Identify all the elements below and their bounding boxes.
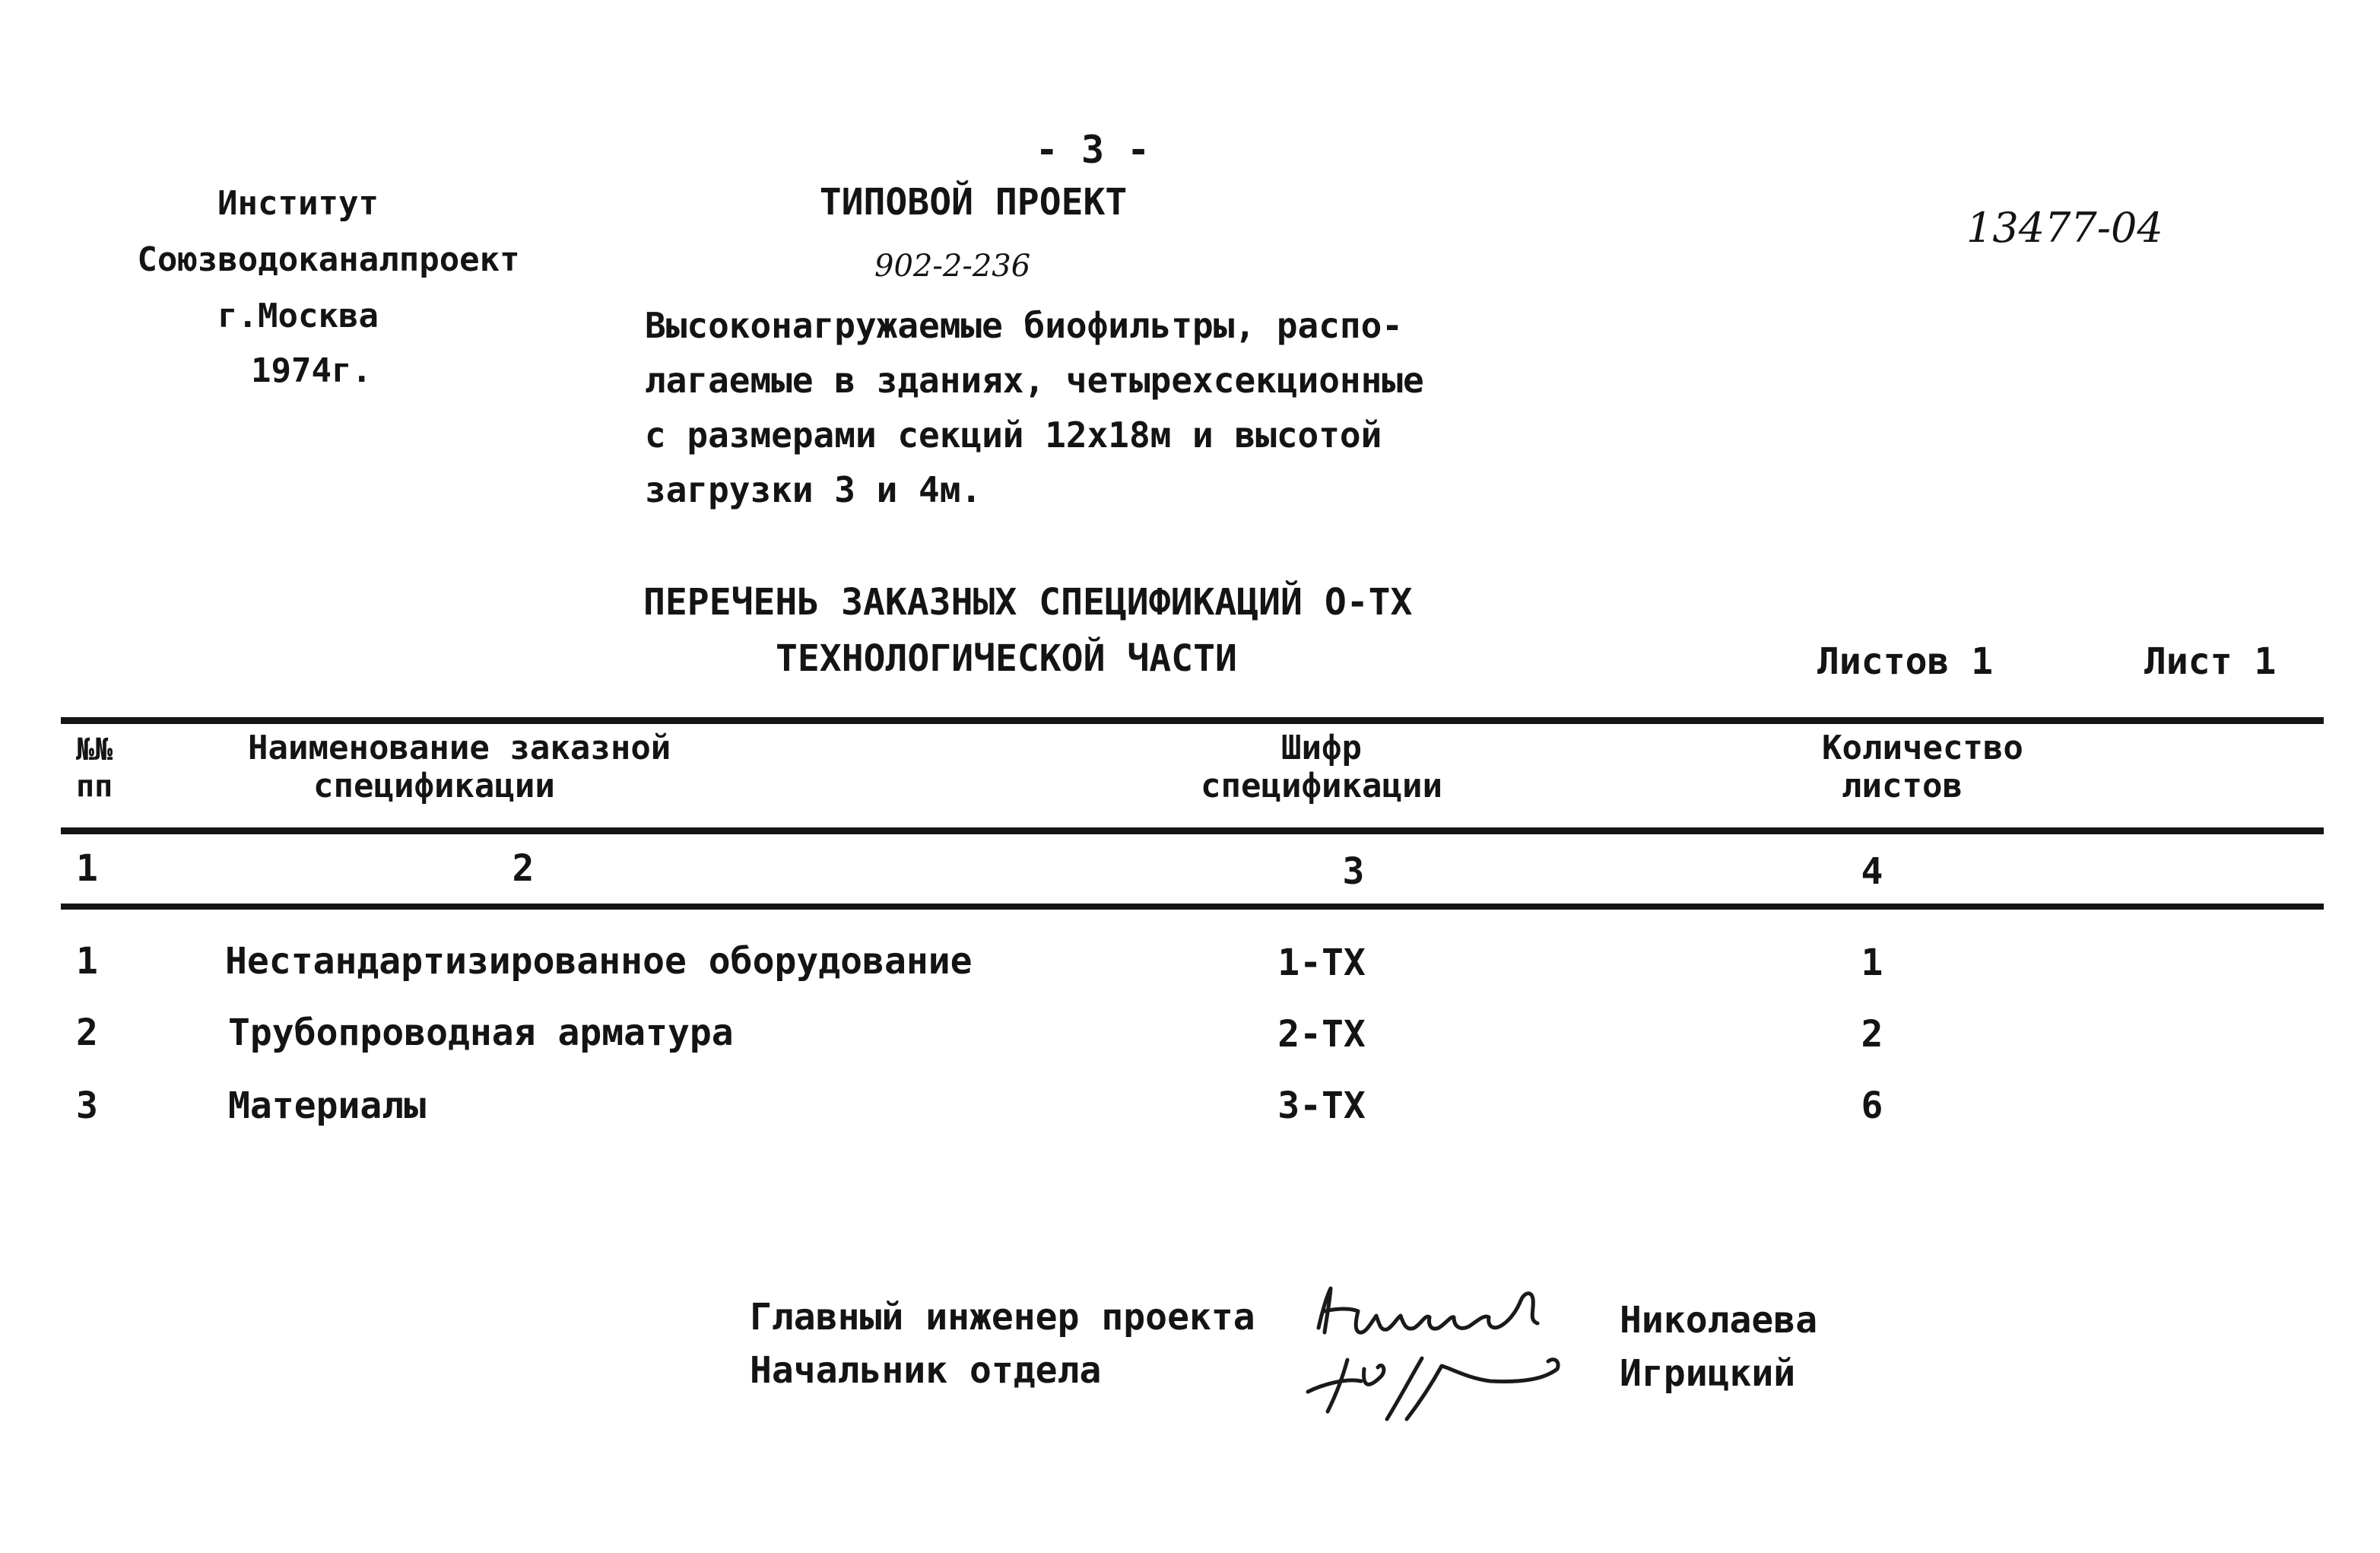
header-name-line1: Наименование заказной bbox=[248, 729, 671, 767]
row-sheets: 1 bbox=[1861, 942, 1883, 984]
page-number: - 3 - bbox=[1035, 128, 1150, 172]
row-sheets: 2 bbox=[1861, 1013, 1883, 1056]
archive-code: 13477-04 bbox=[1966, 204, 2163, 252]
institute-label: Институт bbox=[217, 184, 379, 223]
project-description-line: загрузки 3 и 4м. bbox=[645, 469, 982, 510]
column-number: 1 bbox=[76, 847, 98, 890]
header-sheets-line2: листов bbox=[1842, 767, 1963, 805]
institute-year: 1974г. bbox=[251, 351, 372, 390]
row-name: Материалы bbox=[228, 1085, 427, 1127]
header-sheets-line1: Количество bbox=[1822, 729, 2023, 767]
project-description-line: Высоконагружаемые биофильтры, распо- bbox=[645, 305, 1403, 346]
header-num-line2: пп bbox=[76, 769, 113, 804]
institute-name: Союзводоканалпроект bbox=[137, 240, 520, 279]
project-description-line: лагаемые в зданиях, четырехсекционные bbox=[645, 360, 1424, 401]
row-name: Трубопроводная арматура bbox=[228, 1012, 734, 1054]
list-subtitle: ТЕХНОЛОГИЧЕСКОЙ ЧАСТИ bbox=[776, 637, 1237, 680]
sheet-current: Лист 1 bbox=[2144, 640, 2277, 683]
row-code: 1-ТХ bbox=[1277, 942, 1366, 984]
header-name-line2: спецификации bbox=[313, 767, 555, 805]
column-number: 2 bbox=[512, 847, 535, 890]
table-header-rule bbox=[61, 827, 2324, 834]
row-code: 2-ТХ bbox=[1277, 1013, 1366, 1056]
header-num-line1: №№ bbox=[76, 732, 113, 767]
sheets-total: Листов 1 bbox=[1817, 640, 1994, 683]
handwritten-signature-nikolaeva bbox=[1308, 1278, 1566, 1346]
institute-city: г.Москва bbox=[217, 297, 379, 335]
list-title: ПЕРЕЧЕНЬ ЗАКАЗНЫХ СПЕЦИФИКАЦИЙ О-ТХ bbox=[643, 581, 1413, 624]
signatory-role: Начальник отдела bbox=[750, 1349, 1102, 1392]
row-num: 1 bbox=[76, 940, 98, 983]
handwritten-signature-igritsky bbox=[1293, 1339, 1566, 1430]
column-number: 4 bbox=[1861, 850, 1883, 893]
project-description-line: с размерами секций 12х18м и высотой bbox=[645, 414, 1382, 456]
row-code: 3-ТХ bbox=[1277, 1085, 1366, 1127]
header-code-line2: спецификации bbox=[1201, 767, 1442, 805]
row-sheets: 6 bbox=[1861, 1085, 1883, 1127]
table-top-rule bbox=[61, 717, 2324, 724]
signatory-name: Николаева bbox=[1620, 1299, 1818, 1342]
table-column-numbers-rule bbox=[61, 904, 2324, 910]
project-type: ТИПОВОЙ ПРОЕКТ bbox=[819, 181, 1128, 224]
row-num: 3 bbox=[76, 1085, 98, 1127]
signatory-role: Главный инженер проекта bbox=[750, 1296, 1255, 1339]
column-number: 3 bbox=[1342, 850, 1365, 893]
project-number: 902-2-236 bbox=[874, 249, 1031, 284]
row-num: 2 bbox=[76, 1012, 98, 1054]
row-name: Нестандартизированное оборудование bbox=[225, 940, 973, 983]
header-code-line1: Шифр bbox=[1281, 729, 1362, 767]
signatory-name: Игрицкий bbox=[1620, 1352, 1796, 1395]
project-description bbox=[645, 298, 1519, 517]
